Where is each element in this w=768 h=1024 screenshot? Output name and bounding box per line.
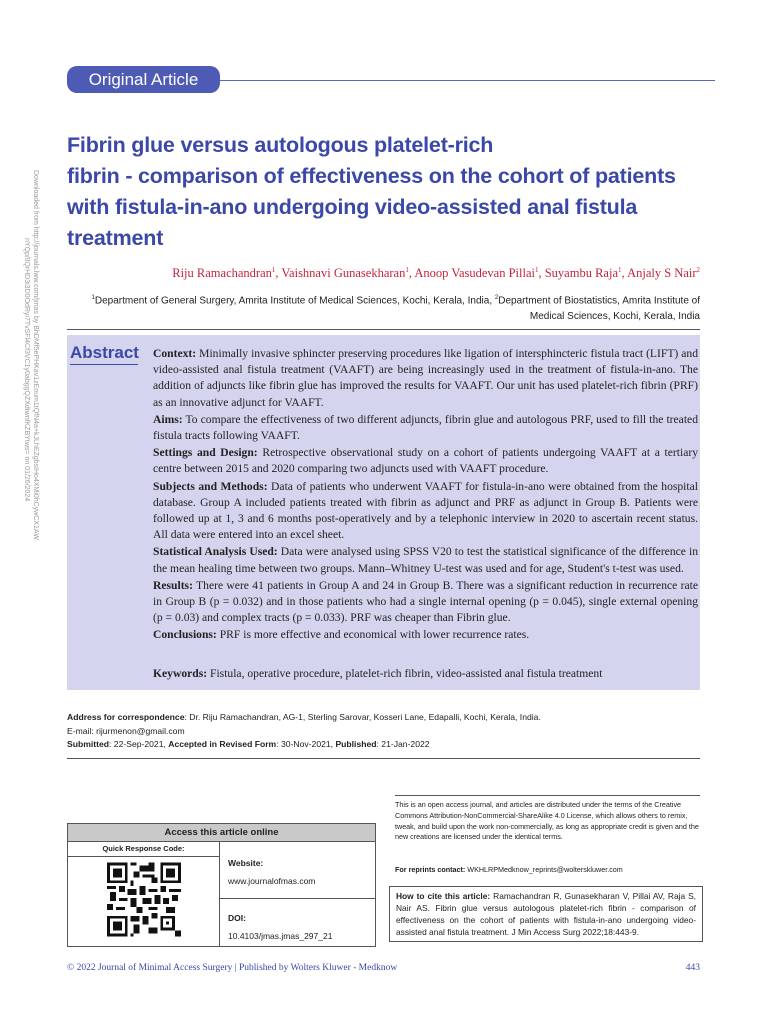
section-text: To compare the effectiveness of two different adjuncts, fibrin glue and autologous PRF, used to fill the treated fistula tracts following VAAFT. — [153, 412, 698, 443]
abstract-section-methods — [153, 479, 698, 544]
website-link[interactable]: www.journalofmas.com — [228, 876, 316, 886]
website-label: Website: — [228, 858, 264, 868]
submitted-label: Submitted — [67, 739, 110, 749]
citation-box — [389, 886, 703, 942]
reprints-label: For reprints contact: — [395, 865, 466, 874]
affil-sup: 1 — [91, 295, 95, 301]
reprints-email[interactable]: WKHLRPMedknow_reprints@wolterskluwer.com — [465, 865, 623, 874]
keywords-label: Keywords: — [153, 667, 208, 680]
title-line: treatment — [67, 226, 164, 250]
author-name[interactable]: Suyambu Raja — [544, 266, 618, 281]
keywords — [153, 667, 698, 680]
abstract-section-aims — [153, 412, 698, 444]
submitted-date: : 22-Sep-2021, — [109, 739, 169, 749]
section-text: Retrospective observational study on a cohort of patients undergoing VAAFT at a tertiary centre between 2015 and 2020 comparing two adjuncts used with VAAFT procedure. — [153, 446, 698, 476]
abstract-section-results — [153, 578, 698, 627]
article-title — [67, 130, 717, 254]
email[interactable]: E-mail: rijurmenon@gmail.com — [67, 725, 185, 736]
abstract-section-stats — [153, 544, 698, 576]
website-cell — [220, 842, 375, 899]
author-affil-sup: 1 — [405, 266, 409, 274]
section-heading: Conclusions: — [153, 628, 217, 642]
citation-label: How to cite this article: — [396, 891, 491, 901]
affil-sup: 2 — [494, 295, 499, 301]
author-name[interactable]: Vaishnavi Gunasekharan — [281, 266, 406, 281]
access-heading: Access this article online — [68, 824, 375, 842]
title-line: with fistula-in-ano undergoing video-assisted anal fistula — [67, 195, 638, 219]
affiliations — [67, 290, 700, 325]
author-name[interactable]: Anoop Vasudevan Pillai — [414, 266, 535, 281]
section-text: There were 41 patients in Group A and 24 in Group B. There was a significant reduction in recurrence rate in Group B (p = 0.032) and in those patients who had a single internal opening (p = 0.045), single external opening (p = 0.03) and complex tracts (p = 0.033). PRF was cheaper than Fibrin glue. — [153, 578, 698, 625]
abstract-body — [153, 346, 698, 645]
author-sep: , — [275, 266, 282, 281]
author-name[interactable]: Riju Ramachandran — [172, 266, 272, 281]
correspondence — [67, 711, 707, 752]
doi-link[interactable]: 10.4103/jmas.jmas_297_21 — [228, 931, 333, 941]
section-label: Original Article — [67, 66, 220, 93]
watermark-line-1: Downloaded from http://journals.lww.com/jmas by BhDMf5ePHKav1zEoum1tQfN4a+kJLhEZgbsIHo4XMi0hCywCX1AW — [32, 170, 39, 540]
divider — [67, 329, 700, 330]
section-text: Data were analysed using SPSS V20 to test the statistical significance of the difference in the mean healing time between two groups. Mann–Whitney U-test was used and for age, Student's t-test was used. — [153, 545, 699, 575]
accepted-date: : 30-Nov-2021, — [276, 739, 336, 749]
author-affil-sup: 1 — [534, 266, 539, 274]
title-line: fibrin - comparison of effectiveness on the cohort of patients — [67, 164, 676, 188]
section-heading: Context: — [153, 347, 197, 360]
abstract-underline — [70, 364, 138, 365]
author-list — [67, 266, 700, 281]
keywords-text: Fistula, operative procedure, platelet-rich fibrin, video-assisted anal fistula treatment — [207, 667, 603, 680]
author-affil-sup: 1 — [618, 266, 622, 274]
abstract-section-settings — [153, 445, 698, 477]
doi-cell — [220, 899, 375, 946]
watermark-line-2: nYQp/IlQrHD3i3D0OdRyi7TvSFl4Cf3VC1y0abggQZXdtwnfKZBYtws= on 01/26/2024 — [23, 238, 30, 502]
section-heading: Statistical Analysis Used: — [153, 545, 278, 559]
author-name[interactable]: Anjaly S Nair — [627, 266, 697, 281]
access-online-box — [67, 823, 376, 947]
affiliation-2-cont: Medical Sciences, Kochi, Kerala, India — [529, 311, 700, 323]
section-text: Data of patients who underwent VAAFT for fistula-in-ano were obtained from the hospital database. Group A included patients treated with fibrin as adjunct and PRF as adjunct in Group B. Patients were followed up at 1, 3 and 6 months post-operatively and by a telephonic interview in 2020 to ascertain recent status. All data were entered into an excel sheet. — [153, 479, 698, 542]
author-affil-sup: 2 — [696, 266, 700, 274]
title-line: Fibrin glue versus autologous platelet-rich — [67, 133, 494, 157]
section-text: PRF is more effective and economical with lower recurrence rates. — [216, 628, 530, 642]
doi-label: DOI: — [228, 913, 246, 923]
footer-text: © 2022 Journal of Minimal Access Surgery | Published by Wolters Kluwer - Medknow — [67, 963, 398, 973]
citation-text: Ramachandran R, Gunasekharan V, Pillai AV, Raja S, Nair AS. Fibrin glue versus autologous platelet-rich fibrin - comparison of effectiveness on the cohort of patients with fistula-in-ano undergoing video-assisted anal fistula treatment. J Min Access Surg 2022;18:443-9. — [396, 891, 696, 937]
download-watermark — [6, 170, 46, 640]
author-affil-sup: 1 — [271, 266, 276, 274]
page-number: 443 — [685, 963, 700, 973]
section-heading: Settings and Design: — [153, 446, 258, 460]
abstract-section-context — [153, 346, 698, 411]
published-date: : 21-Jan-2022 — [376, 739, 430, 749]
abstract-heading: Abstract — [70, 343, 139, 362]
section-text: Minimally invasive sphincter preserving procedures like ligation of intersphincteric fistula tract (LIFT) and video-assisted anal fistula treatment (VAAFT) are being increasingly used in the treatment of fistula-in-ano. The addition of adjuncts like fibrin glue has improved the results for VAAFT. Our unit has used platelet-rich fibrin (PRF) as an innovative adjunct for VAAFT. — [153, 347, 698, 409]
accepted-label: Accepted in Revised Form — [168, 739, 277, 749]
section-heading: Aims: — [153, 412, 183, 426]
affiliation-2: Department of Biostatistics, Amrita Institute of — [498, 295, 700, 307]
qr-code-icon[interactable] — [107, 861, 181, 938]
page-footer — [67, 963, 700, 973]
author-sep: , — [621, 266, 628, 281]
author-sep: , — [538, 266, 545, 281]
license-text: This is an open access journal, and articles are distributed under the terms of the Creative Commons Attribution-NonCommercial-ShareAlike 4.0 License, which allows others to remix, tweak, and build upon the work non-commercially, as long as appropriate credit is given and the new creations are licensed under the identical terms. — [395, 800, 699, 842]
section-heading: Subjects and Methods: — [153, 479, 268, 493]
divider — [67, 758, 700, 759]
qr-label: Quick Response Code: — [68, 842, 220, 857]
divider — [395, 795, 700, 796]
address-label: Address for correspondence — [67, 712, 185, 722]
author-sep: , — [408, 266, 415, 281]
abstract-section-conclusions — [153, 627, 698, 643]
header-rule — [220, 80, 715, 81]
address-text: : Dr. Riju Ramachandran, AG-1, Sterling Sarovar, Kosseri Lane, Edapalli, Kochi, Kerala, India. — [184, 712, 541, 722]
published-label: Published — [335, 739, 377, 749]
reprints-contact — [395, 865, 705, 874]
qr-cell — [68, 857, 220, 946]
affiliation-1: Department of General Surgery, Amrita Institute of Medical Sciences, Kochi, Kerala, India, — [94, 295, 495, 307]
section-heading: Results: — [153, 578, 193, 592]
